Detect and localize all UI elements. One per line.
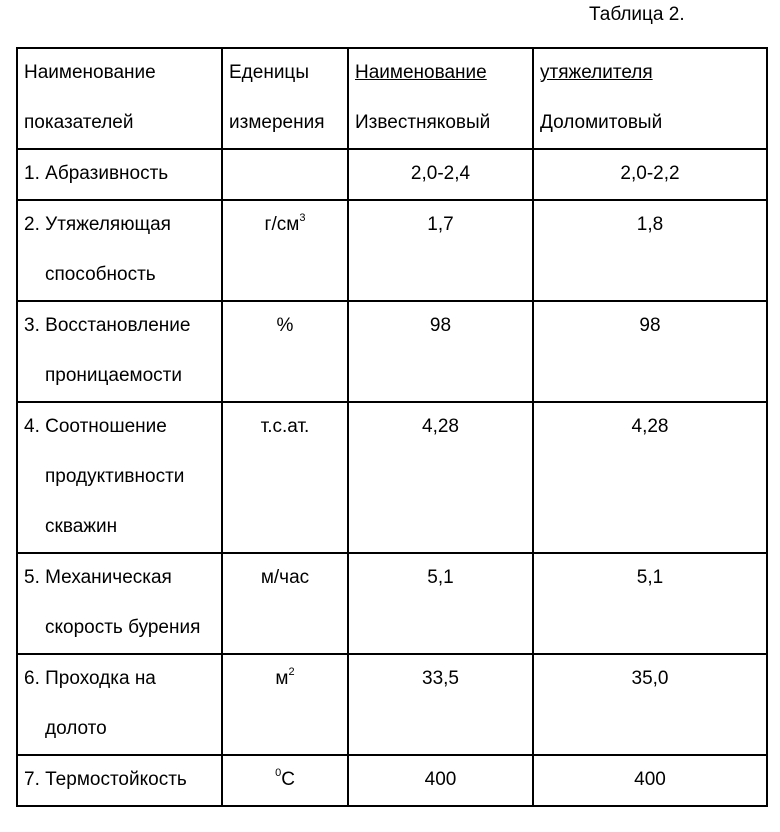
table-row: [17, 149, 767, 200]
properties-table: [16, 47, 768, 807]
unit-superscript: 3: [299, 212, 306, 224]
dolomite-value: 98: [639, 315, 661, 336]
header-limestone-label: Известняковый: [355, 112, 491, 133]
header-indicator-line2: показателей: [24, 112, 134, 133]
limestone-value-cell: [348, 149, 533, 200]
unit-text: м/час: [260, 567, 310, 588]
unit-cell: [222, 301, 348, 402]
unit-superscript: 0: [275, 767, 282, 779]
unit-text: C: [281, 769, 295, 790]
dolomite-value: 1,8: [636, 214, 664, 235]
indicator-name-line: [24, 200, 215, 250]
indicator-name-text: Восстановление: [45, 315, 191, 336]
indicator-name-cell: [17, 200, 222, 301]
indicator-number: 4.: [24, 416, 40, 437]
dolomite-value-cell: [533, 553, 767, 654]
limestone-value-cell: [348, 200, 533, 301]
unit-cell: [222, 654, 348, 755]
unit-text: т.с.ат.: [260, 416, 310, 437]
indicator-name-cell: [17, 149, 222, 200]
unit-text: %: [276, 315, 294, 336]
indicator-number: 7.: [24, 769, 40, 790]
table-row: [17, 402, 767, 553]
table-row: [17, 553, 767, 654]
indicator-name-line: [24, 755, 215, 805]
indicator-name-line: [24, 402, 215, 452]
table-header-row: [17, 48, 767, 149]
unit-cell: [222, 402, 348, 553]
indicator-name-cell: [17, 755, 222, 806]
header-units-line2: измерения: [229, 112, 325, 133]
indicator-name-cell: [17, 402, 222, 553]
table-row: [17, 200, 767, 301]
header-weighting-name: Наименование: [355, 62, 487, 83]
limestone-value: 5,1: [427, 567, 454, 588]
indicator-name-line: скважин: [45, 516, 118, 537]
header-indicator-line1: Наименование: [24, 62, 156, 83]
unit-cell: [222, 755, 348, 806]
dolomite-value: 400: [634, 769, 666, 790]
unit-cell: [222, 149, 348, 200]
table-row: [17, 301, 767, 402]
limestone-value-cell: [348, 654, 533, 755]
header-dolomite-label: Доломитовый: [540, 112, 663, 133]
indicator-name-text: Соотношение: [45, 416, 167, 437]
indicator-number: 3.: [24, 315, 40, 336]
indicator-name-text: Термостойкость: [45, 769, 187, 790]
limestone-value: 1,7: [427, 214, 454, 235]
table-row: [17, 755, 767, 806]
dolomite-value-cell: [533, 200, 767, 301]
unit-text: г/см: [264, 214, 300, 235]
indicator-number: 1.: [24, 163, 40, 184]
dolomite-value: 5,1: [636, 567, 664, 588]
indicator-name-line: [24, 149, 215, 199]
limestone-value-cell: [348, 301, 533, 402]
unit-cell: [222, 200, 348, 301]
indicator-name-cell: [17, 301, 222, 402]
limestone-value: 98: [429, 315, 452, 336]
unit-cell: [222, 553, 348, 654]
dolomite-value-cell: [533, 402, 767, 553]
header-units: [222, 48, 348, 149]
indicator-number: 2.: [24, 214, 40, 235]
indicator-name-line: скорость бурения: [45, 617, 201, 638]
dolomite-value: 4,28: [631, 416, 669, 437]
indicator-name-text: Абразивность: [45, 163, 169, 184]
indicator-name-line: [24, 301, 215, 351]
indicator-name-line: проницаемости: [45, 365, 182, 386]
unit-text: м: [275, 668, 289, 689]
header-units-line1: Еденицы: [229, 62, 309, 83]
dolomite-value-cell: [533, 149, 767, 200]
dolomite-value: 35,0: [631, 668, 669, 689]
limestone-value: 4,28: [422, 416, 459, 437]
indicator-number: 5.: [24, 567, 40, 588]
limestone-value: 400: [424, 769, 457, 790]
table-row: [17, 654, 767, 755]
limestone-value-cell: [348, 553, 533, 654]
dolomite-value-cell: [533, 755, 767, 806]
header-indicator-name: [17, 48, 222, 149]
limestone-value: 2,0-2,4: [410, 163, 471, 184]
header-weighting-agent: утяжелителя: [540, 62, 653, 83]
indicator-number: 6.: [24, 668, 40, 689]
table-caption: Таблица 2.: [589, 4, 685, 25]
indicator-name-line: продуктивности: [45, 466, 185, 487]
dolomite-value: 2,0-2,2: [620, 163, 680, 184]
indicator-name-text: Проходка на: [45, 668, 156, 689]
limestone-value-cell: [348, 402, 533, 553]
indicator-name-cell: [17, 654, 222, 755]
header-dolomite: [533, 48, 767, 149]
indicator-name-text: Утяжеляющая: [45, 214, 171, 235]
indicator-name-line: [24, 654, 215, 704]
indicator-name-line: [24, 553, 215, 603]
dolomite-value-cell: [533, 654, 767, 755]
dolomite-value-cell: [533, 301, 767, 402]
indicator-name-cell: [17, 553, 222, 654]
indicator-name-line: долото: [45, 718, 107, 739]
header-limestone: [348, 48, 533, 149]
unit-superscript: 2: [288, 666, 295, 678]
indicator-name-text: Механическая: [45, 567, 172, 588]
limestone-value-cell: [348, 755, 533, 806]
limestone-value: 33,5: [422, 668, 459, 689]
indicator-name-line: способность: [45, 264, 156, 285]
